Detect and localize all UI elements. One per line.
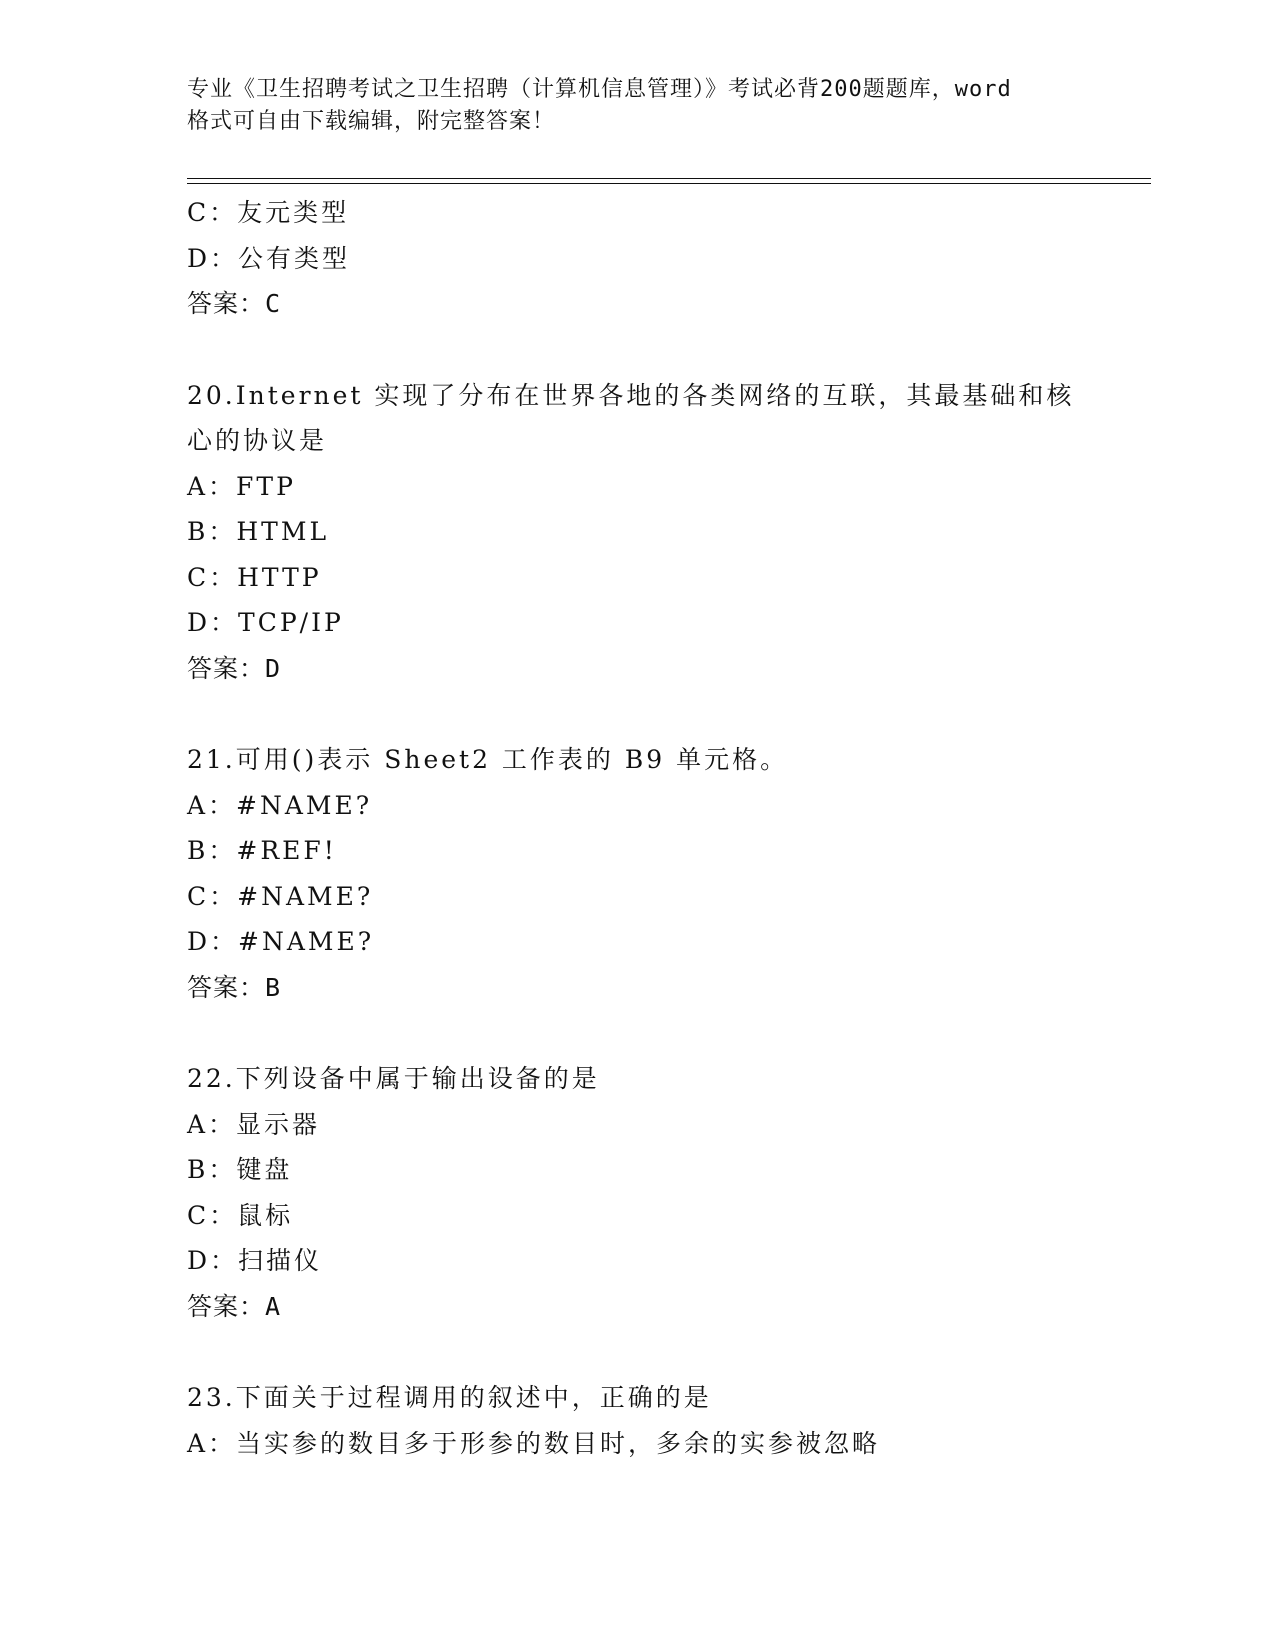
- document-header: [187, 74, 1087, 138]
- option-a: A：FTP: [187, 471, 296, 501]
- option-d: D：TCP/IP: [187, 608, 344, 637]
- option-d: D：扫描仪: [187, 1246, 323, 1275]
- question-23: [187, 1375, 1087, 1466]
- question-stem: 21.可用()表示 Sheet2 工作表的 B9 单元格。: [187, 745, 789, 774]
- question-stem: 23.下面关于过程调用的叙述中，正确的是: [187, 1383, 712, 1412]
- question-stem: 22.下列设备中属于输出设备的是: [187, 1064, 600, 1093]
- question-list: [187, 190, 1087, 1466]
- header-line-2: 格式可自由下载编辑，附完整答案！: [187, 109, 556, 134]
- option-a: A：当实参的数目多于形参的数目时，多余的实参被忽略: [187, 1428, 881, 1458]
- option-c: C：鼠标: [187, 1200, 294, 1230]
- question-stem: 20.Internet 实现了分布在世界各地的各类网络的互联，其最基础和核: [187, 380, 1075, 410]
- question-22: [187, 1056, 1087, 1329]
- option-d: D：#NAME?: [187, 927, 375, 956]
- option-c: C：#NAME?: [187, 881, 374, 911]
- spacer: [187, 1329, 1087, 1375]
- header-line-1: 专业《卫生招聘考试之卫生招聘（计算机信息管理）》考试必背200题题库，word: [187, 77, 1012, 102]
- option-a: A：显示器: [187, 1109, 321, 1139]
- spacer: [187, 1010, 1087, 1056]
- spacer: [187, 327, 1087, 373]
- option-a: A：#NAME?: [187, 790, 373, 820]
- header-rule-top: [187, 178, 1151, 179]
- question-previous: [187, 190, 1087, 327]
- question-stem-continued: 心的协议是: [187, 426, 328, 455]
- answer-label: 答案：A: [187, 1291, 282, 1321]
- question-20: [187, 373, 1087, 692]
- header-rule-bottom: [187, 183, 1151, 184]
- option-c: C：友元类型: [187, 198, 350, 227]
- option-b: B：HTML: [187, 517, 330, 546]
- spacer: [187, 691, 1087, 737]
- option-d: D：公有类型: [187, 243, 351, 273]
- option-b: B：#REF!: [187, 836, 337, 865]
- answer-label: 答案：B: [187, 972, 282, 1002]
- question-21: [187, 737, 1087, 1010]
- option-b: B：键盘: [187, 1155, 293, 1184]
- option-c: C：HTTP: [187, 562, 322, 592]
- answer-label: 答案：C: [187, 289, 282, 318]
- answer-label: 答案：D: [187, 653, 282, 683]
